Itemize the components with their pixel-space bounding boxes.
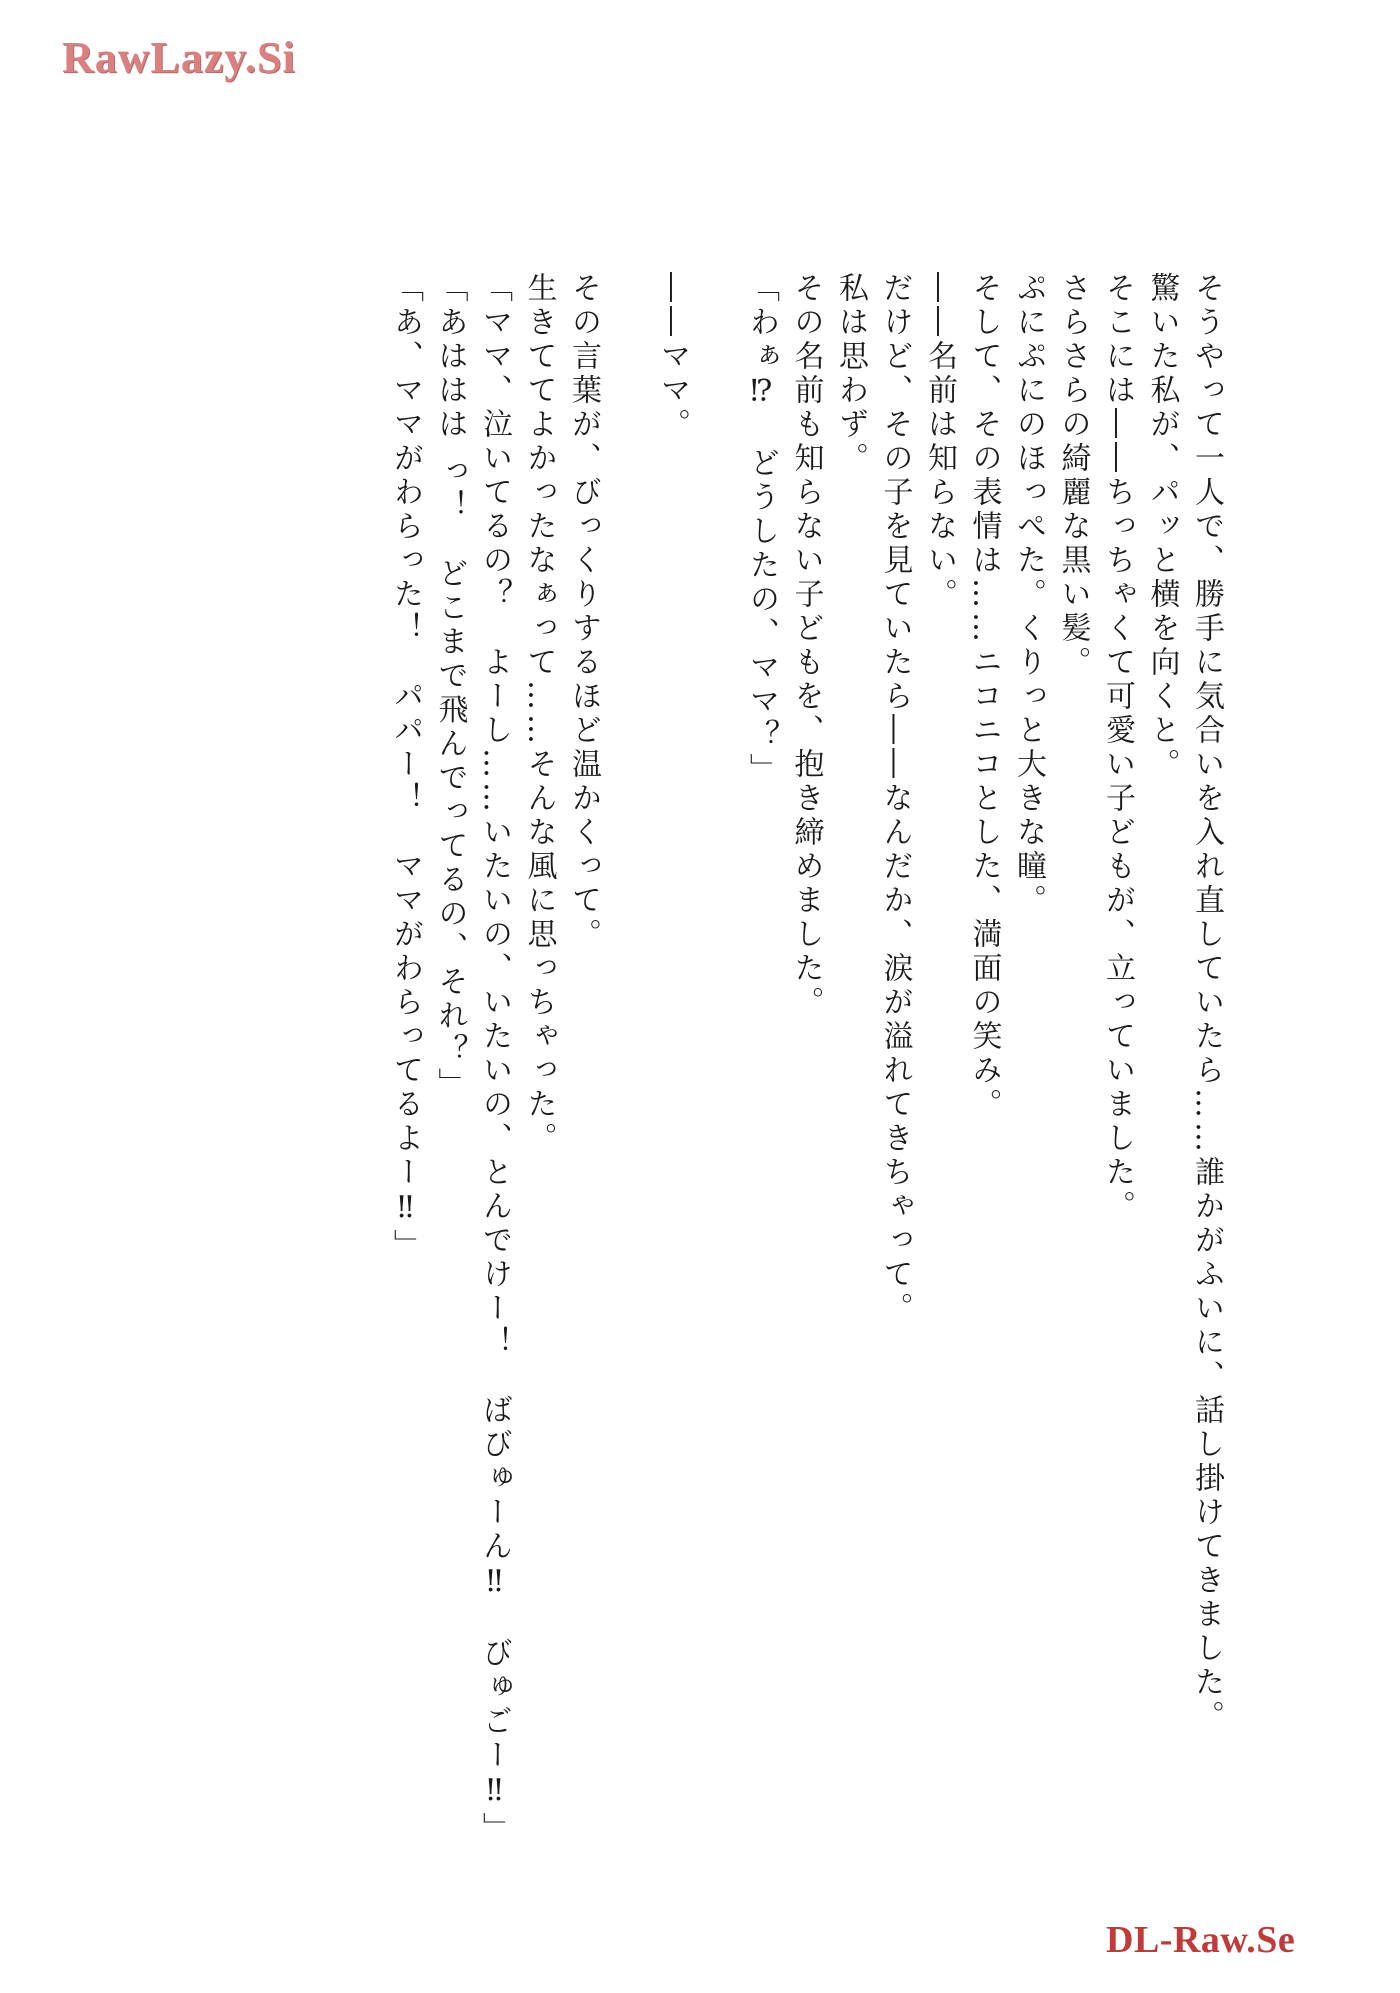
text-line-8: だけど、その子を見ていたら――なんだか、涙が溢れてきちゃって。 (877, 272, 913, 1326)
text-line-3: そこには――ちっちゃくて可愛い子どもが、立っていました。 (1100, 272, 1135, 1224)
text-line-11: 「わぁ⁉ どうしたの、ママ？」 (744, 272, 779, 787)
blank-line (694, 272, 739, 1952)
text-line-10: その名前も知らない子どもを、抱き締めました。 (788, 272, 824, 1020)
text-line-1: そうやって一人で、勝手に気合いを入れ直していたら……誰かがふいに、話し掛けてきました。 (1189, 272, 1224, 1734)
text-line-4: さらさらの綺麗な黒い髪。 (1055, 272, 1091, 680)
vertical-text-body (383, 272, 1229, 1952)
text-line-2: 驚いた私が、パッと横を向くと。 (1144, 272, 1180, 782)
text-line-9: 私は思わず。 (833, 272, 868, 476)
text-line-6: そして、その表情は……ニコニコとした、満面の笑み。 (966, 272, 1002, 1122)
text-line-17: 「あ、ママがわらった！ パパー！ ママがわらってるよー‼」 (388, 272, 423, 1263)
blank-line (605, 272, 650, 1952)
watermark-bottom-right: DL-Raw.Se (1106, 1919, 1296, 1961)
text-line-15: 「ママ、泣いてるの？ よーし……いたいの、いたいの、とんでけー！ ばびゅーん‼ びゅごー‼」 (477, 272, 512, 1846)
text-line-12: ――ママ。 (655, 272, 690, 442)
text-line-13: その言葉が、びっくりするほど温かくって。 (566, 272, 601, 952)
text-line-5: ぷにぷにのほっぺた。くりっと大きな瞳。 (1011, 272, 1046, 918)
watermark-top-left: RawLazy.Si (62, 33, 296, 82)
text-line-16: 「あははは っ！ どこまで飛んでってるの、それ？」 (432, 272, 468, 1102)
text-line-7: ――名前は知らない。 (922, 272, 957, 612)
text-line-14: 生きててよかったなぁって……そんな風に思っちゃった。 (521, 272, 557, 1156)
